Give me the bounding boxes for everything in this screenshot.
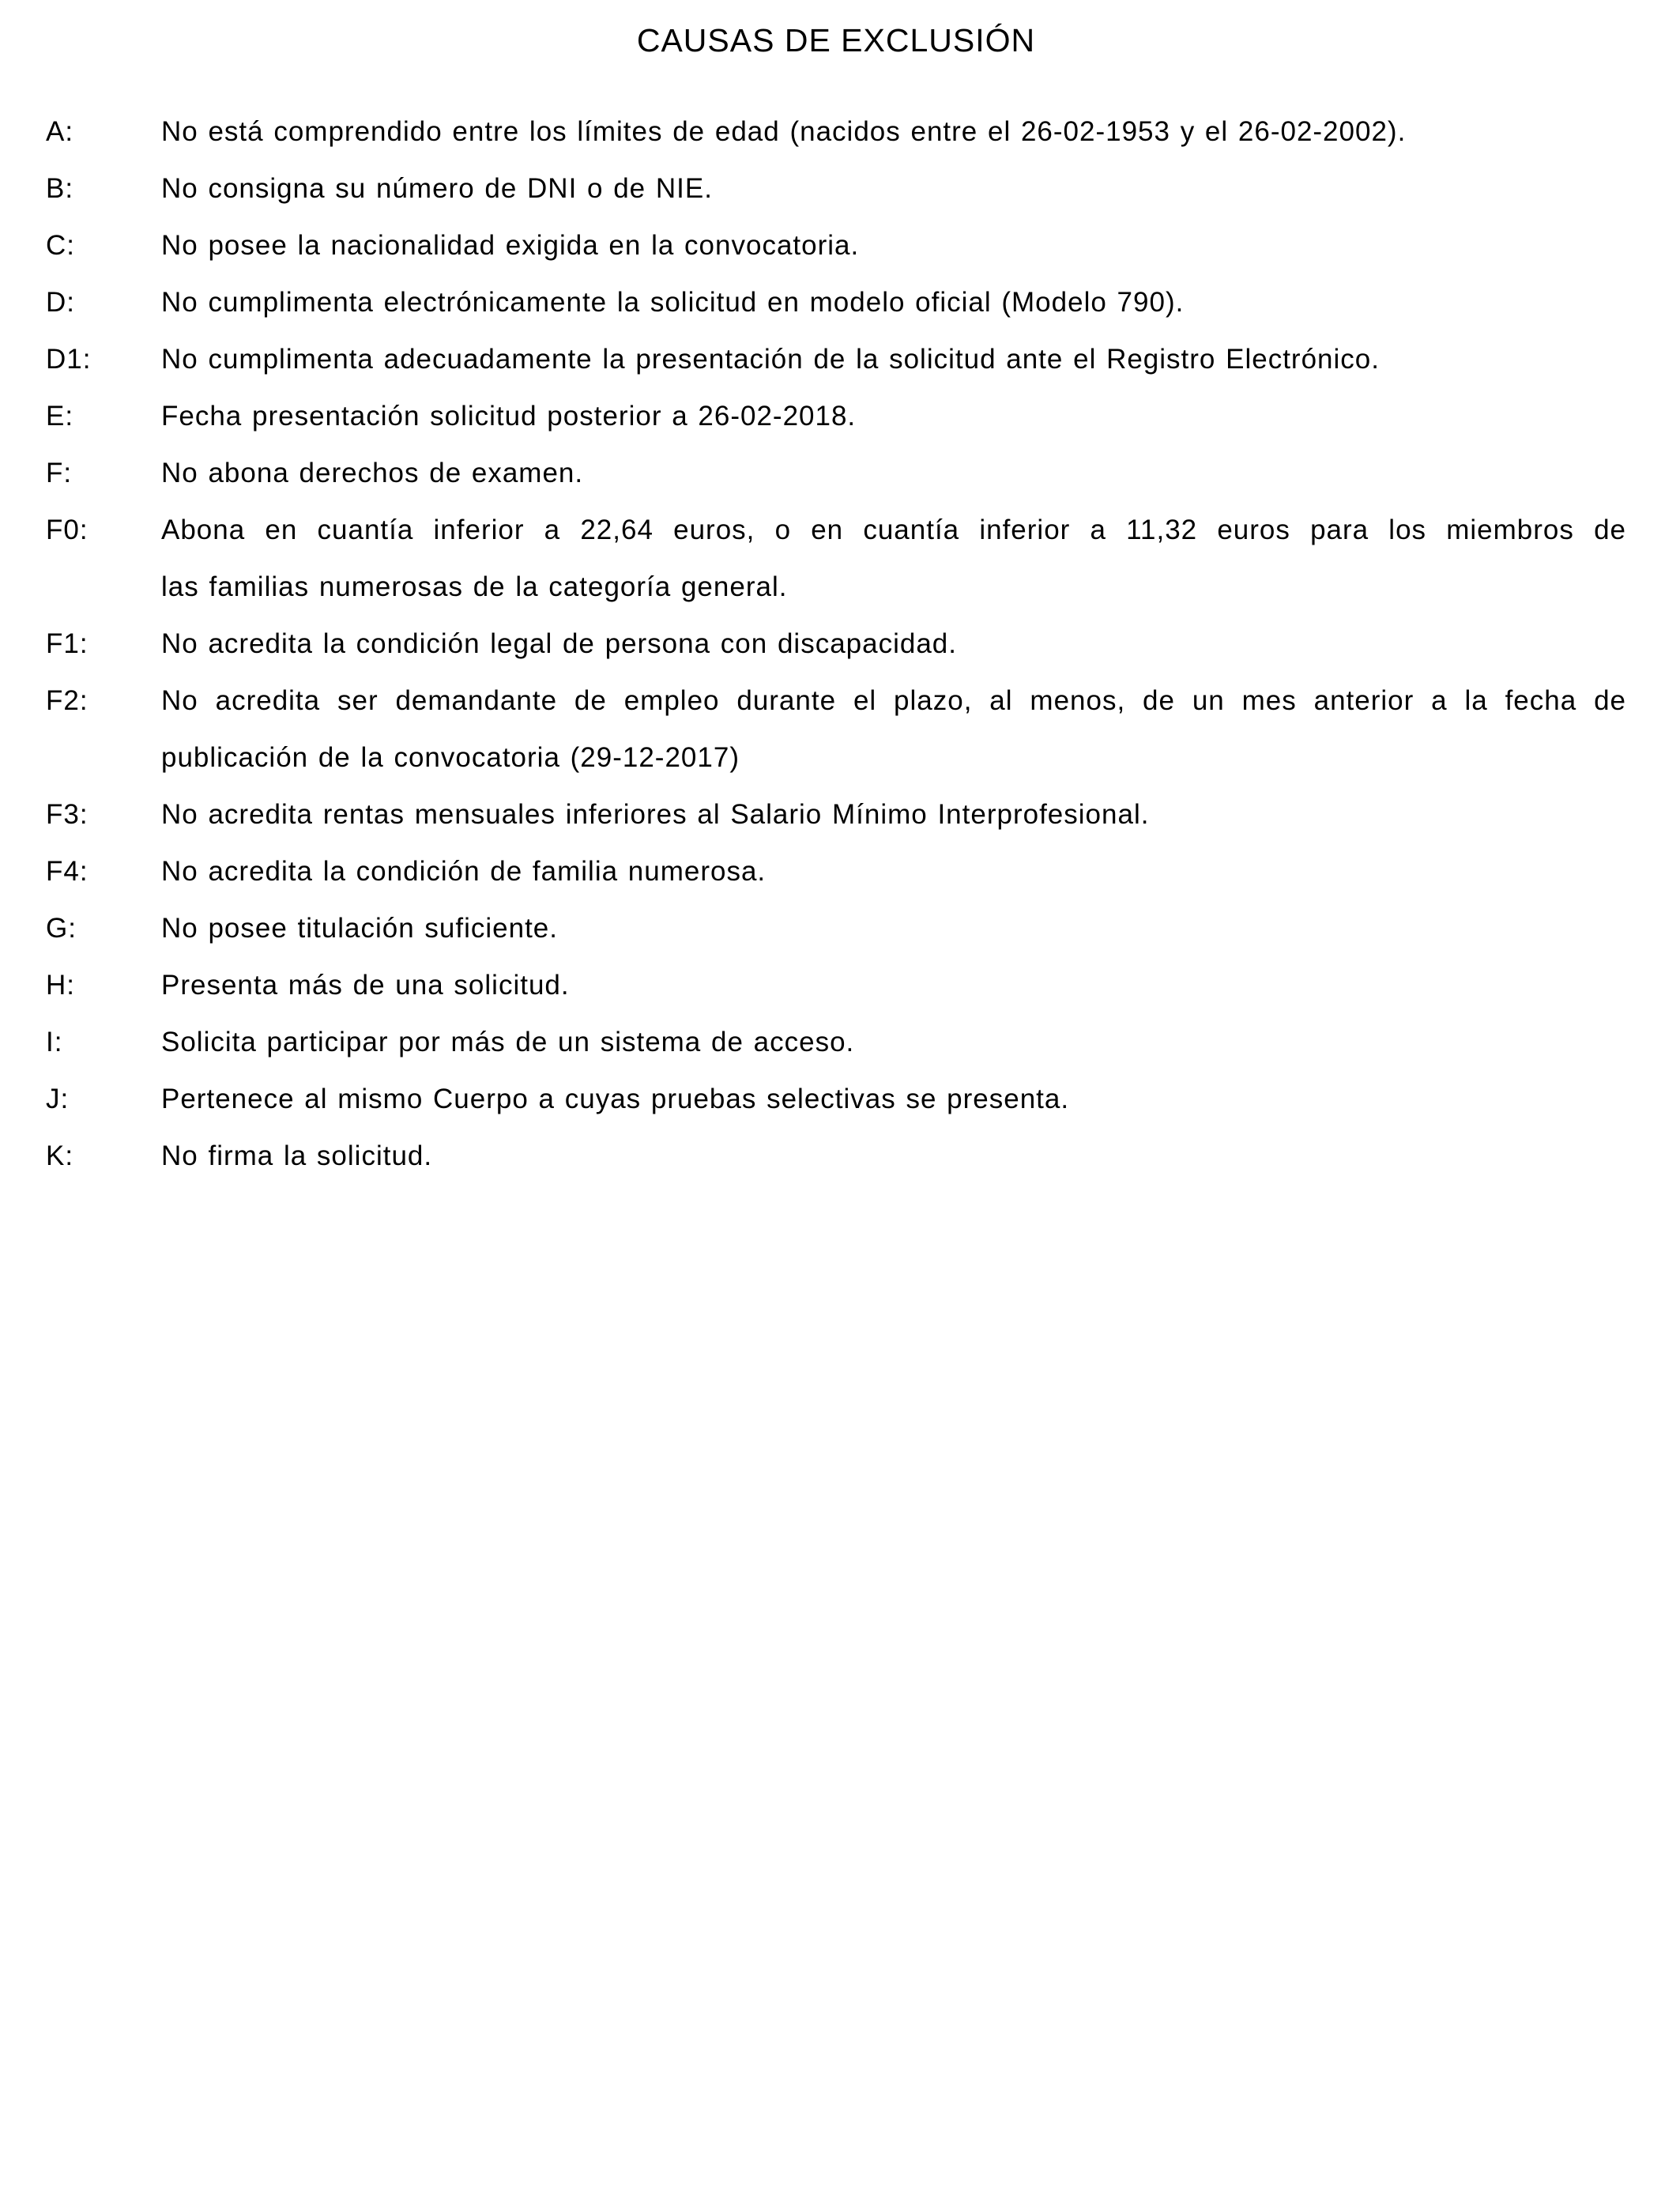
item-code: I: xyxy=(46,1027,63,1057)
item-text xyxy=(161,388,1626,445)
list-item xyxy=(46,957,1626,1014)
item-text xyxy=(161,1071,1626,1128)
list-item xyxy=(46,1128,1626,1185)
item-text-line: Abona en cuantía inferior a 22,64 euros, o en cuantía inferior a 11,32 euros para los miembros de xyxy=(161,515,1626,545)
item-text xyxy=(161,1014,1626,1071)
item-code: F0: xyxy=(46,515,89,545)
item-text-line: No está comprendido entre los límites de edad (nacidos entre el 26-02-1953 y el 26-02-2002). xyxy=(161,116,1407,147)
item-text xyxy=(161,104,1626,160)
item-text-line: No acredita rentas mensuales inferiores al Salario Mínimo Interprofesional. xyxy=(161,799,1150,830)
item-text xyxy=(161,900,1626,957)
item-text xyxy=(161,957,1626,1014)
exclusion-list xyxy=(46,104,1626,1185)
item-code: K: xyxy=(46,1140,74,1171)
item-text-line: No cumplimenta adecuadamente la presentación de la solicitud ante el Registro Electrónico. xyxy=(161,344,1380,375)
item-text-line: Solicita participar por más de un sistema de acceso. xyxy=(161,1027,855,1057)
item-code: E: xyxy=(46,401,74,432)
item-text xyxy=(161,673,1626,786)
item-code: F2: xyxy=(46,685,89,716)
list-item xyxy=(46,160,1626,217)
item-text-line: No posee la nacionalidad exigida en la convocatoria. xyxy=(161,230,860,261)
item-code: J: xyxy=(46,1084,70,1114)
item-code: F3: xyxy=(46,799,89,830)
list-item xyxy=(46,1071,1626,1128)
item-code: D1: xyxy=(46,344,92,375)
item-text-line: Pertenece al mismo Cuerpo a cuyas pruebas selectivas se presenta. xyxy=(161,1084,1070,1114)
item-code: H: xyxy=(46,970,75,1001)
list-item xyxy=(46,1014,1626,1071)
list-item xyxy=(46,331,1626,388)
list-item xyxy=(46,786,1626,843)
document-title: CAUSAS DE EXCLUSIÓN xyxy=(636,22,1036,58)
list-item xyxy=(46,388,1626,445)
item-text xyxy=(161,843,1626,900)
list-item xyxy=(46,274,1626,331)
item-text-line: No acredita ser demandante de empleo durante el plazo, al menos, de un mes anterior a la fecha de xyxy=(161,685,1626,716)
item-code: F4: xyxy=(46,856,89,887)
item-code: C: xyxy=(46,230,75,261)
list-item xyxy=(46,616,1626,673)
item-text-line: No acredita la condición de familia numerosa. xyxy=(161,856,767,887)
item-text xyxy=(161,502,1626,616)
item-code: F: xyxy=(46,458,73,488)
item-text-line: No consigna su número de DNI o de NIE. xyxy=(161,173,713,204)
item-text-line: No cumplimenta electrónicamente la solicitud en modelo oficial (Modelo 790). xyxy=(161,287,1185,318)
item-text-line: No firma la solicitud. xyxy=(161,1140,433,1171)
item-text-line: No abona derechos de examen. xyxy=(161,458,584,488)
item-text-line: Presenta más de una solicitud. xyxy=(161,970,570,1001)
item-text-line: Fecha presentación solicitud posterior a 26-02-2018. xyxy=(161,401,857,432)
item-text xyxy=(161,331,1626,388)
item-text-line: No acredita la condición legal de persona con discapacidad. xyxy=(161,628,957,659)
item-text xyxy=(161,786,1626,843)
item-code: B: xyxy=(46,173,74,204)
list-item xyxy=(46,445,1626,502)
item-text xyxy=(161,445,1626,502)
item-text-line: No posee titulación suficiente. xyxy=(161,913,558,944)
item-code: F1: xyxy=(46,628,89,659)
list-item xyxy=(46,843,1626,900)
list-item xyxy=(46,673,1626,786)
list-item xyxy=(46,900,1626,957)
item-text xyxy=(161,1128,1626,1185)
item-text xyxy=(161,160,1626,217)
item-code: G: xyxy=(46,913,77,944)
item-text-line: las familias numerosas de la categoría general. xyxy=(161,571,788,602)
list-item xyxy=(46,104,1626,160)
item-text-line: publicación de la convocatoria (29-12-2017) xyxy=(161,742,740,773)
list-item xyxy=(46,502,1626,616)
list-item xyxy=(46,217,1626,274)
item-text xyxy=(161,217,1626,274)
item-code: D: xyxy=(46,287,75,318)
item-code: A: xyxy=(46,116,74,147)
item-text xyxy=(161,616,1626,673)
item-text xyxy=(161,274,1626,331)
